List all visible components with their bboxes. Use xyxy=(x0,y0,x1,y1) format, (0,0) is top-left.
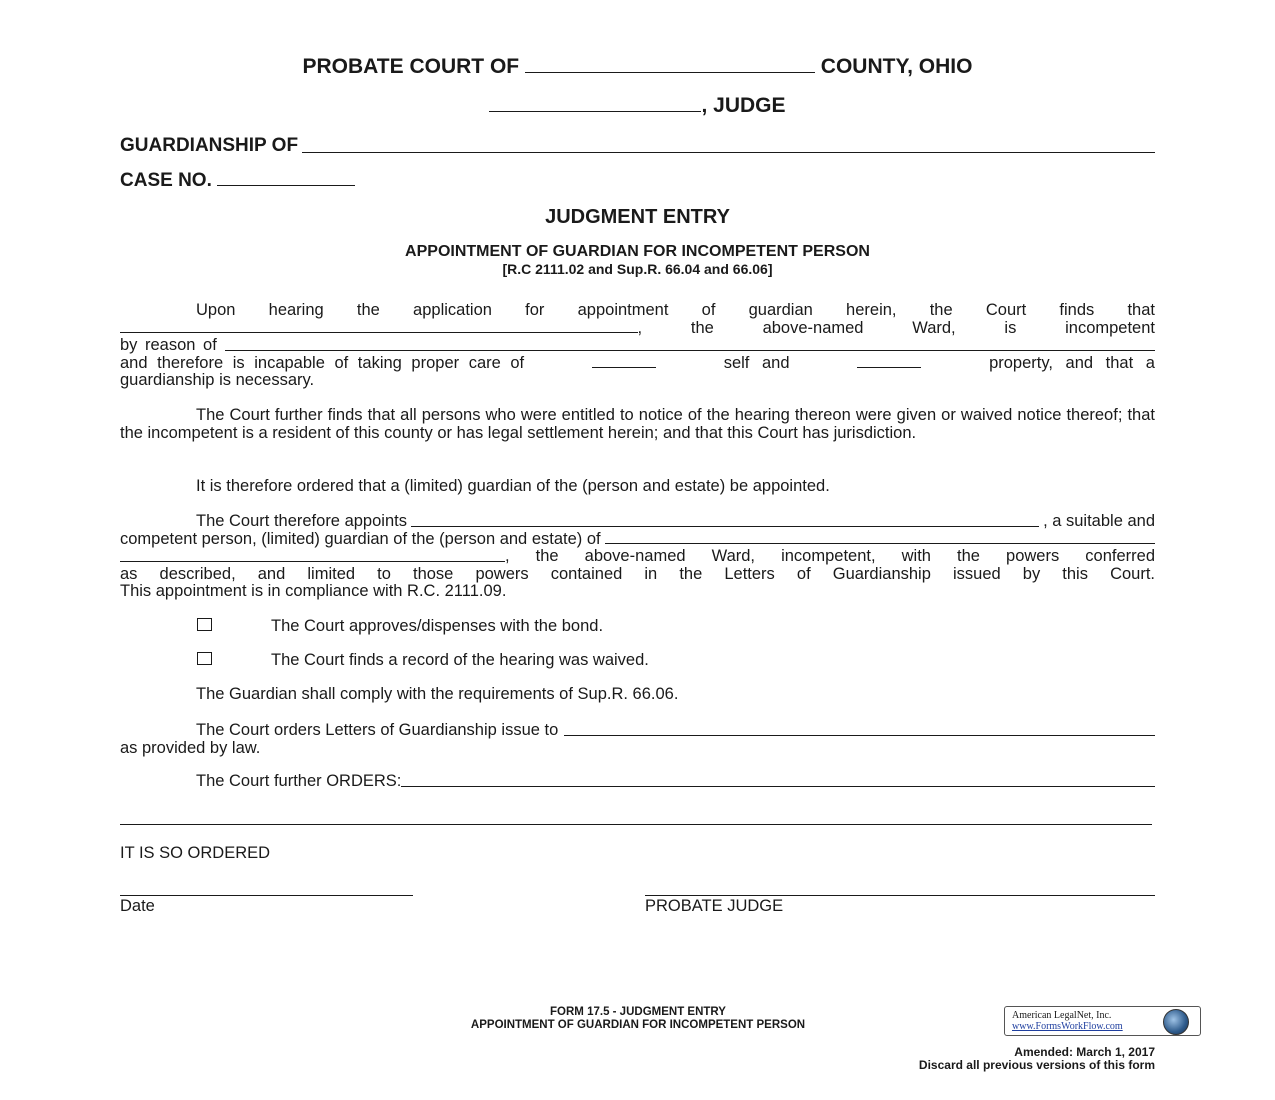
judge-suffix: , JUDGE xyxy=(701,94,786,117)
further-orders-label: The Court further ORDERS: xyxy=(196,772,402,790)
findings-line-2: , the above-named Ward, is incompetent xyxy=(637,318,1155,337)
as-provided-text: as provided by law. xyxy=(120,738,261,757)
amended-date: Amended: March 1, 2017 xyxy=(1014,1045,1155,1059)
findings-line-5: guardianship is necessary. xyxy=(120,371,315,389)
order-paragraph: It is therefore ordered that a (limited) guardian of the (person and estate) be appointed. xyxy=(196,477,830,495)
date-label: Date xyxy=(120,897,155,915)
bond-checkbox-label: The Court approves/dispenses with the bond. xyxy=(271,617,604,635)
county-blank[interactable] xyxy=(525,71,815,73)
letters-paragraph xyxy=(120,722,1155,757)
form-title: APPOINTMENT OF GUARDIAN FOR INCOMPETENT PERSON xyxy=(470,1019,806,1031)
ward-of-blank[interactable] xyxy=(605,542,1155,544)
further-orders-blank-2[interactable] xyxy=(120,824,1152,825)
further-orders-blank[interactable] xyxy=(401,785,1155,787)
ward-of-blank-2[interactable] xyxy=(120,560,505,562)
judge-signature-line[interactable] xyxy=(645,895,1155,896)
powers-text: , the above-named Ward, incompetent, with the powers conferred xyxy=(505,547,1155,565)
self-text: self and xyxy=(723,353,790,372)
document-citation: [R.C 2111.02 and Sup.R. 66.04 and 66.06] xyxy=(502,261,773,277)
suitable-text: , a suitable and xyxy=(1043,512,1155,530)
reason-blank[interactable] xyxy=(225,349,1155,351)
case-line xyxy=(120,170,355,192)
globe-icon xyxy=(1163,1009,1189,1035)
guardian-name-blank[interactable] xyxy=(411,525,1039,527)
findings-line-1: Upon hearing the application for appointment of guardian herein, the Court finds that xyxy=(196,301,1155,319)
appoints-text: The Court therefore appoints xyxy=(196,512,407,530)
court-suffix: COUNTY, OHIO xyxy=(820,55,973,78)
logo-url[interactable]: www.FormsWorkFlow.com xyxy=(1012,1021,1123,1032)
competent-text: competent person, (limited) guardian of the (person and estate) of xyxy=(120,529,601,548)
capacity-text: and therefore is incapable of taking proper care of xyxy=(120,353,525,372)
judge-name-blank[interactable] xyxy=(489,110,701,112)
document-title: JUDGMENT ENTRY xyxy=(545,206,730,228)
appointment-paragraph xyxy=(120,513,1155,601)
court-prefix: PROBATE COURT OF xyxy=(302,55,520,78)
compliance-text: This appointment is in compliance with R.C. 2111.09. xyxy=(120,582,507,600)
bond-checkbox-row xyxy=(197,617,604,636)
letters-text: The Court orders Letters of Guardianship issue to xyxy=(196,721,559,739)
ward-name-blank[interactable] xyxy=(302,151,1155,153)
form-number: FORM 17.5 - JUDGMENT ENTRY xyxy=(550,1006,726,1018)
case-number-blank[interactable] xyxy=(217,184,355,186)
document-subtitle: APPOINTMENT OF GUARDIAN FOR INCOMPETENT PERSON xyxy=(405,243,870,260)
notice-paragraph: The Court further finds that all persons who were entitled to notice of the hearing thereon were given or waived notice thereof; that the incompetent is a resident of this county or has legal settlement herein; and that this Court has jurisdiction. xyxy=(120,406,1155,442)
letters-recipient-blank[interactable] xyxy=(564,734,1155,736)
hearing-checkbox-label: The Court finds a record of the hearing was waived. xyxy=(271,651,649,669)
court-header xyxy=(0,55,1275,79)
case-label: CASE NO. xyxy=(120,170,212,191)
property-text: property, and that a xyxy=(989,353,1155,372)
judge-header xyxy=(0,94,1275,118)
guardianship-label: GUARDIANSHIP OF xyxy=(120,135,299,156)
reason-label: by reason of xyxy=(120,336,217,354)
findings-paragraph xyxy=(120,302,1155,390)
hearing-checkbox-row xyxy=(197,651,649,670)
date-line[interactable] xyxy=(120,895,413,896)
discard-notice: Discard all previous versions of this form xyxy=(918,1058,1155,1072)
further-orders-paragraph xyxy=(120,773,1155,791)
so-ordered: IT IS SO ORDERED xyxy=(120,844,271,862)
property-pronoun-blank[interactable] xyxy=(857,366,921,368)
guardianship-line xyxy=(120,135,1155,157)
bond-checkbox[interactable] xyxy=(197,618,212,631)
limits-text: as described, and limited to those powers contained in the Letters of Guardianship issued by this Court. xyxy=(120,564,1155,583)
probate-judge-label: PROBATE JUDGE xyxy=(645,897,784,915)
self-pronoun-blank[interactable] xyxy=(592,366,656,368)
logo-name: American LegalNet, Inc. xyxy=(1012,1010,1112,1021)
compliance-paragraph: The Guardian shall comply with the requirements of Sup.R. 66.06. xyxy=(196,685,679,703)
legalnet-logo[interactable] xyxy=(1004,1006,1201,1036)
hearing-waived-checkbox[interactable] xyxy=(197,652,212,665)
ward-blank[interactable] xyxy=(120,331,638,333)
